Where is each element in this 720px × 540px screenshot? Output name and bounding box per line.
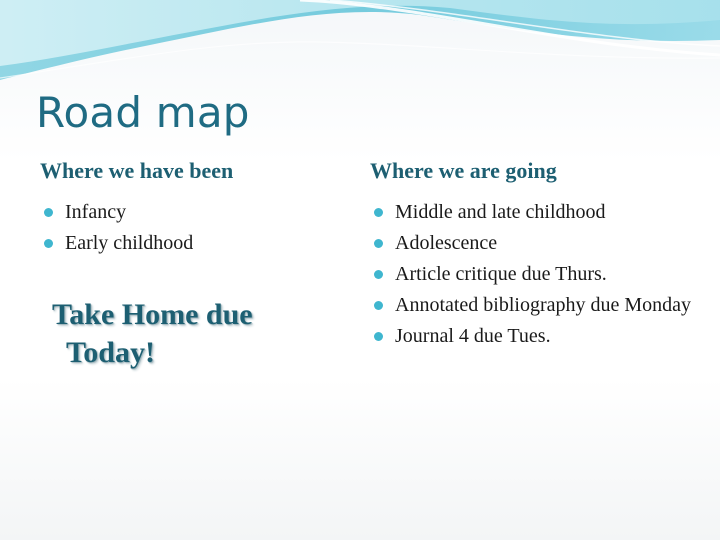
list-item-text: Article critique due Thurs.	[395, 263, 607, 285]
list-item-text: Annotated bibliography due Monday	[395, 294, 692, 316]
bullet-dot-icon	[374, 270, 383, 279]
list-item-text: Middle and late childhood	[395, 201, 606, 223]
take-home-callout	[38, 296, 322, 372]
list-item-text: Infancy	[65, 201, 127, 223]
header-wave-decoration	[0, 0, 720, 90]
list-item-text: Early childhood	[65, 232, 194, 254]
slide-title: Road map	[36, 88, 250, 137]
list-item	[374, 261, 694, 287]
right-bullet-list	[374, 199, 694, 354]
list-item-text: Adolescence	[395, 232, 498, 254]
list-item-text: Journal 4 due Tues.	[395, 325, 551, 347]
bullet-dot-icon	[374, 239, 383, 248]
list-item	[374, 199, 694, 225]
bullet-dot-icon	[374, 208, 383, 217]
bullet-dot-icon	[44, 239, 53, 248]
list-item	[44, 199, 344, 225]
bullet-dot-icon	[44, 208, 53, 217]
list-item	[374, 292, 694, 318]
callout-line-2: Today!	[66, 336, 155, 369]
bullet-dot-icon	[374, 301, 383, 310]
left-bullet-list	[44, 199, 344, 261]
callout-line-1: Take Home due	[52, 298, 253, 331]
list-item	[374, 230, 694, 256]
bullet-dot-icon	[374, 332, 383, 341]
list-item	[374, 323, 694, 349]
left-column-heading: Where we have been	[40, 158, 234, 183]
list-item	[44, 230, 344, 256]
right-column-heading: Where we are going	[370, 158, 557, 183]
